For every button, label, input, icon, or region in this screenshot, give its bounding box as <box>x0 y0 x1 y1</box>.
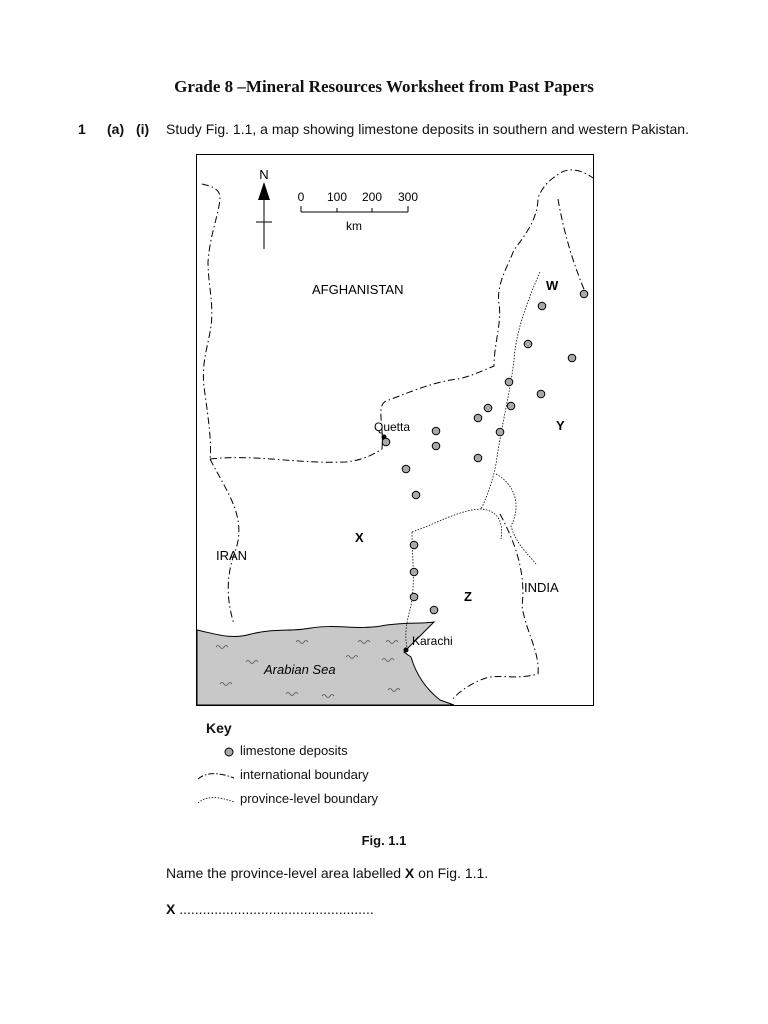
limestone-deposit-marker <box>537 390 545 398</box>
question-number: 1 <box>78 121 86 137</box>
key-row-province <box>196 790 496 810</box>
limestone-deposit-marker <box>474 454 482 462</box>
scale-unit: km <box>346 219 362 233</box>
label-arabian-sea: Arabian Sea <box>264 662 336 677</box>
scale-tick-label: 300 <box>397 190 419 204</box>
limestone-deposit-marker <box>580 290 588 298</box>
label-x: X <box>355 530 364 545</box>
province-boundary-icon <box>196 790 236 810</box>
scale-tick-label: 100 <box>326 190 348 204</box>
question-part: (a) <box>107 121 125 137</box>
limestone-deposit-marker <box>568 354 576 362</box>
question-text: Study Fig. 1.1, a map showing limestone deposits in southern and western Pakistan. <box>166 121 689 137</box>
limestone-deposit-marker <box>505 378 513 386</box>
page-title: Grade 8 –Mineral Resources Worksheet from Past Papers <box>174 77 594 96</box>
label-iran: IRAN <box>216 548 248 563</box>
key-label-deposits: limestone deposits <box>240 743 348 758</box>
label-y: Y <box>556 418 565 433</box>
label-quetta: Quetta <box>374 420 411 434</box>
limestone-deposit-marker <box>402 465 410 473</box>
label-z: Z <box>464 589 472 604</box>
key-row-deposits <box>196 742 496 762</box>
limestone-deposit-marker <box>410 541 418 549</box>
limestone-deposit-marker <box>484 404 492 412</box>
key-label-province: province-level boundary <box>240 791 379 806</box>
limestone-deposit-marker <box>412 491 420 499</box>
key-label-international: international boundary <box>240 767 369 782</box>
limestone-deposit-marker <box>524 340 532 348</box>
deposit-symbol-icon <box>196 742 236 762</box>
limestone-deposit-marker <box>507 402 515 410</box>
answer-line[interactable]: .................................................. <box>179 901 374 917</box>
international-boundary-icon <box>196 766 236 786</box>
label-karachi: Karachi <box>412 634 453 648</box>
limestone-deposit-marker <box>432 427 440 435</box>
scale-tick-label: 200 <box>361 190 383 204</box>
sub-question-area-label: X <box>404 865 415 881</box>
limestone-deposit-marker <box>496 428 504 436</box>
label-india: INDIA <box>524 580 559 595</box>
sub-question-text-start: Name the province-level area labelled <box>166 865 405 881</box>
question-subpart: (i) <box>136 121 150 137</box>
answer-label: X <box>166 901 176 917</box>
limestone-deposit-marker <box>382 438 390 446</box>
scale-tick-label: 0 <box>297 190 305 204</box>
map-key <box>196 716 496 816</box>
label-w: W <box>546 278 559 293</box>
north-label: N <box>259 167 269 182</box>
label-afghanistan: AFGHANISTAN <box>312 282 404 297</box>
city-dot-karachi <box>404 648 409 653</box>
limestone-deposit-marker <box>538 302 546 310</box>
key-title: Key <box>206 720 232 736</box>
key-row-international <box>196 766 496 786</box>
limestone-deposit-marker <box>474 414 482 422</box>
limestone-map <box>196 154 594 706</box>
sub-question-text-end: on Fig. 1.1. <box>414 865 489 881</box>
limestone-deposit-marker <box>410 568 418 576</box>
limestone-deposit-marker <box>432 442 440 450</box>
limestone-deposit-marker <box>410 593 418 601</box>
answer-field[interactable] <box>166 901 374 917</box>
sub-question <box>166 865 488 881</box>
figure-caption: Fig. 1.1 <box>361 833 407 848</box>
limestone-deposit-marker <box>430 606 438 614</box>
